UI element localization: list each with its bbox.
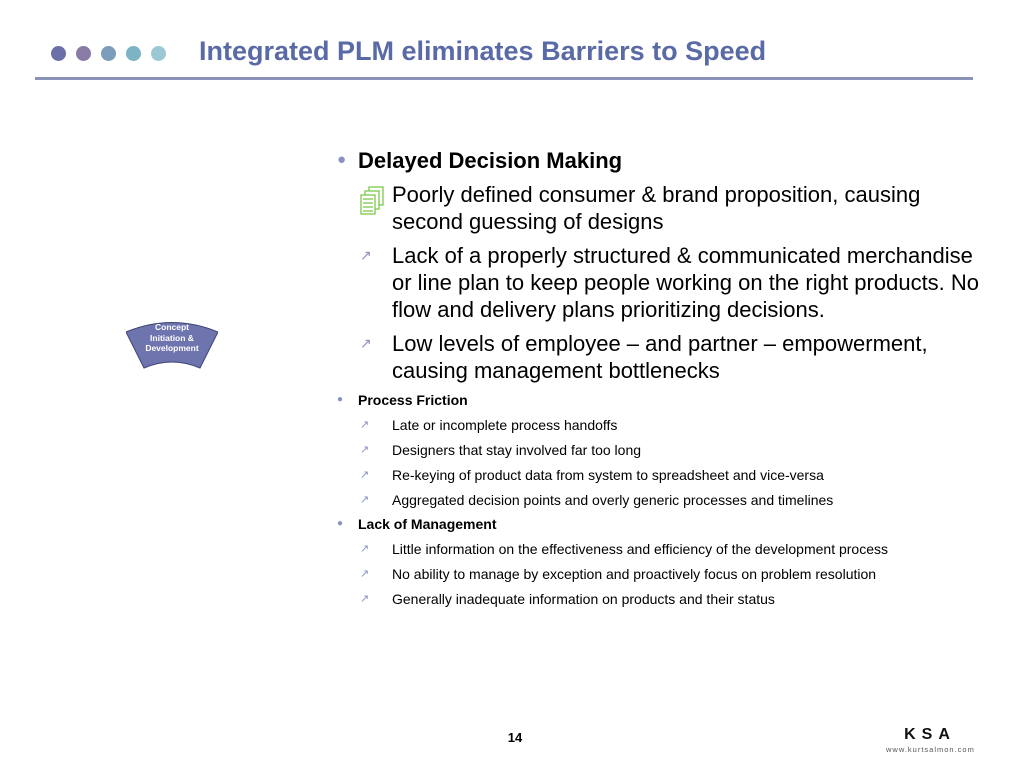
list-item-text: Generally inadequate information on products and their status: [392, 591, 775, 607]
section-heading: Process Friction: [358, 392, 468, 408]
dot-4: [126, 46, 141, 61]
slide-title: Integrated PLM eliminates Barriers to Speed: [199, 36, 767, 66]
list-item: [337, 467, 997, 483]
page-number: 14: [507, 730, 523, 745]
section-heading: Lack of Management: [358, 516, 497, 532]
list-item-text: Late or incomplete process handoffs: [392, 417, 618, 433]
list-item-text: Little information on the effectiveness and efficiency of the development process: [392, 541, 889, 557]
dot-1: [51, 46, 66, 61]
list-item: [337, 442, 997, 458]
arrow-up-right-icon: ↗: [360, 568, 370, 580]
list-item: [337, 566, 997, 582]
list-item-text: Lack of a properly structured & communicated merchandise or line plan to keep people working on the right products. No flow and delivery plans prioritizing decisions.: [392, 243, 980, 322]
list-item-text: Aggregated decision points and overly generic processes and timelines: [392, 492, 834, 508]
arrow-up-right-icon: ↗: [360, 543, 370, 555]
list-item-text: Low levels of employee – and partner – empowerment, causing management bottlenecks: [392, 331, 928, 383]
bullet-content: [337, 148, 997, 607]
dot-5: [151, 46, 166, 61]
list-item-text: Re-keying of product data from system to spreadsheet and vice-versa: [392, 467, 824, 483]
section-lack-of-management: [337, 516, 997, 607]
section-heading-row: [337, 392, 997, 408]
bullet-dot-icon: ●: [337, 518, 344, 529]
list-item: [337, 417, 997, 433]
logo-text: KSA: [904, 726, 956, 743]
list-item: [337, 492, 997, 508]
section-process-friction: [337, 392, 997, 508]
concept-label-line-1: Concept: [155, 322, 189, 332]
bullet-dot-icon: ●: [337, 151, 347, 168]
ksa-logo: [886, 726, 974, 754]
arrow-up-right-icon: ↗: [360, 469, 370, 481]
arrow-up-right-icon: ↗: [360, 419, 370, 431]
concept-label-line-3: Development: [145, 343, 199, 353]
dot-3: [101, 46, 116, 61]
section-heading-row: [337, 516, 997, 532]
arrow-up-right-icon: ↗: [360, 335, 372, 351]
concept-stage-label: [126, 322, 218, 354]
list-item: [337, 541, 997, 557]
list-item: [337, 242, 997, 323]
title-dots: [51, 46, 166, 61]
bullet-dot-icon: ●: [337, 394, 344, 405]
section-delayed-decision-making: [337, 148, 997, 384]
list-item-text: Poorly defined consumer & brand proposition, causing second guessing of designs: [392, 182, 921, 234]
list-item-text: Designers that stay involved far too long: [392, 442, 642, 458]
document-icon: [360, 181, 392, 219]
arrow-up-right-icon: ↗: [360, 593, 370, 605]
list-item: [337, 181, 997, 235]
list-item-text: No ability to manage by exception and proactively focus on problem resolution: [392, 566, 877, 582]
logo-url: www.kurtsalmon.com: [886, 745, 975, 754]
section-heading: Delayed Decision Making: [358, 148, 623, 173]
arrow-up-right-icon: ↗: [360, 444, 370, 456]
dot-2: [76, 46, 91, 61]
arrow-up-right-icon: ↗: [360, 247, 372, 263]
list-item: [337, 591, 997, 607]
section-heading-row: [337, 148, 997, 174]
title-underline: [35, 77, 973, 80]
list-item: [337, 330, 997, 384]
concept-label-line-2: Initiation &: [150, 332, 194, 343]
arrow-up-right-icon: ↗: [360, 494, 370, 506]
